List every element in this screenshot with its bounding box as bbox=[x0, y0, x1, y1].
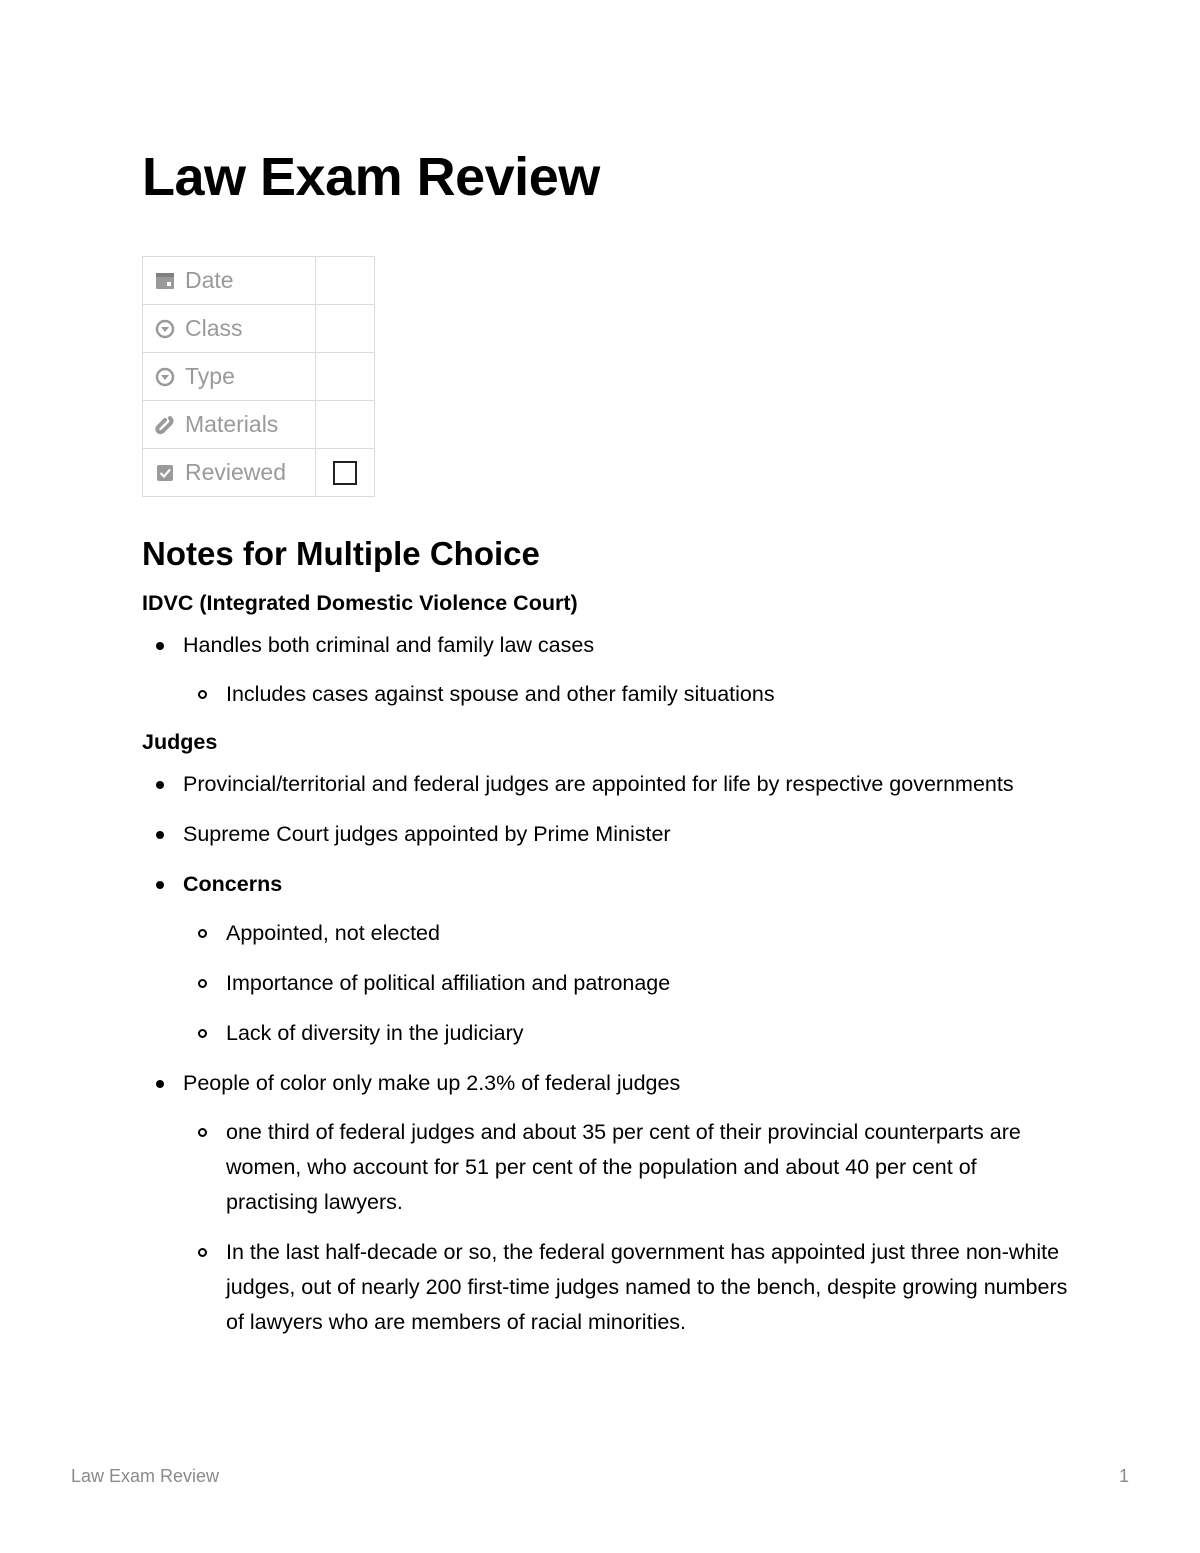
property-name-cell bbox=[143, 305, 316, 353]
sub-list-item: Importance of political affiliation and patronage bbox=[183, 966, 1072, 1001]
type-value-cell[interactable] bbox=[316, 353, 375, 401]
properties-table bbox=[142, 256, 375, 497]
sub-list-item: one third of federal judges and about 35 per cent of their provincial counterparts are women, who account for 51 per cent of the population and about 40 per cent of practising lawyers. bbox=[183, 1115, 1072, 1220]
materials-value-cell[interactable] bbox=[316, 401, 375, 449]
page-number: 1 bbox=[1118, 1466, 1129, 1486]
property-row-class bbox=[143, 305, 375, 353]
list-item bbox=[142, 817, 1072, 852]
page-title: Law Exam Review bbox=[142, 147, 600, 207]
notes-content bbox=[142, 530, 1072, 1355]
property-row-reviewed bbox=[143, 449, 375, 497]
class-value-cell[interactable] bbox=[316, 305, 375, 353]
sub-list bbox=[183, 677, 1072, 712]
sub-list-item: Appointed, not elected bbox=[183, 916, 1072, 951]
property-name-cell bbox=[143, 257, 316, 305]
list-item bbox=[142, 767, 1072, 802]
reviewed-checkbox[interactable] bbox=[333, 461, 357, 485]
property-label: Reviewed bbox=[185, 459, 286, 485]
date-value-cell[interactable] bbox=[316, 257, 375, 305]
sub-list-item: Includes cases against spouse and other family situations bbox=[183, 677, 1072, 712]
list-item bbox=[142, 628, 1072, 712]
list-item-text: Provincial/territorial and federal judges are appointed for life by respective governments bbox=[183, 772, 1014, 796]
paperclip-icon bbox=[155, 415, 175, 435]
property-name-cell bbox=[143, 449, 316, 497]
reviewed-value-cell[interactable] bbox=[316, 449, 375, 497]
calendar-icon bbox=[155, 271, 175, 291]
sub-list-item: Lack of diversity in the judiciary bbox=[183, 1016, 1072, 1051]
property-label: Type bbox=[185, 363, 235, 389]
judges-heading: Judges bbox=[142, 730, 218, 754]
sub-list-item: In the last half-decade or so, the federal government has appointed just three non-white judges, out of nearly 200 first-time judges named to the bench, despite growing numbers of lawyers who are members of racial minorities. bbox=[183, 1235, 1072, 1340]
sub-list bbox=[183, 1115, 1072, 1340]
property-name-cell bbox=[143, 353, 316, 401]
list-item bbox=[142, 867, 1072, 1051]
judges-list bbox=[142, 767, 1072, 1340]
idvc-heading: IDVC (Integrated Domestic Violence Court) bbox=[142, 591, 578, 615]
idvc-list bbox=[142, 628, 1072, 712]
property-row-type bbox=[143, 353, 375, 401]
property-row-date bbox=[143, 257, 375, 305]
list-item-text: Supreme Court judges appointed by Prime Minister bbox=[183, 822, 671, 846]
list-item bbox=[142, 1066, 1072, 1340]
property-name-cell bbox=[143, 401, 316, 449]
property-label: Date bbox=[185, 267, 234, 293]
list-item-text: People of color only make up 2.3% of federal judges bbox=[183, 1071, 681, 1095]
footer-title: Law Exam Review bbox=[71, 1466, 220, 1486]
sub-list bbox=[183, 916, 1072, 1051]
property-row-materials bbox=[143, 401, 375, 449]
select-icon bbox=[155, 319, 175, 339]
list-item-text: Concerns bbox=[183, 872, 283, 896]
property-label: Materials bbox=[185, 411, 279, 437]
list-item-text: Handles both criminal and family law cases bbox=[183, 633, 595, 657]
property-label: Class bbox=[185, 315, 243, 341]
select-icon bbox=[155, 367, 175, 387]
checkbox-icon bbox=[155, 463, 175, 483]
section-heading: Notes for Multiple Choice bbox=[142, 535, 540, 572]
